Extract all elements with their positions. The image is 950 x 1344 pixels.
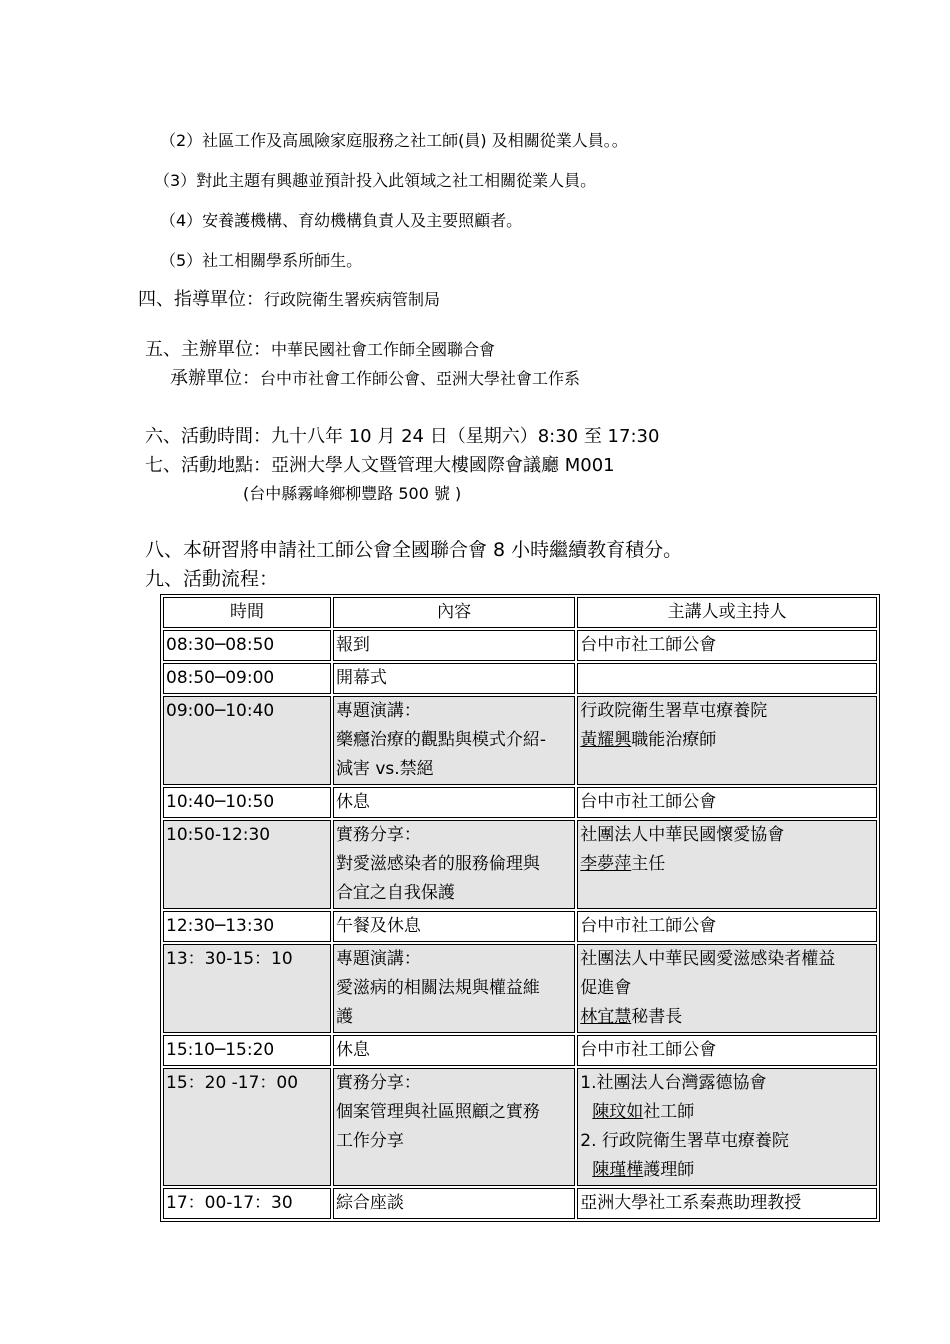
section-label: 四、指導單位： [138,289,264,310]
section-label: 五、主辦單位： [145,339,271,360]
table-row [163,787,877,818]
section-label: 承辦單位： [170,368,260,389]
cell-content: 休息 [333,1035,575,1066]
section-event-time [145,427,659,447]
section-event-venue [145,456,615,476]
table-row [163,630,877,661]
cell-content: 綜合座談 [333,1188,575,1219]
speaker-title: 秘書長 [631,1007,683,1027]
participant-item-3: （3）對此主題有興趣並預計投入此領域之社工相關從業人員。 [154,171,597,190]
cell-time: 08:30─08:50 [163,630,331,661]
speaker-line [580,726,874,755]
header-time: 時間 [163,597,331,628]
section-value: 亞洲大學人文暨管理大樓國際會議廳 M001 [271,455,615,476]
cell-speaker [577,663,877,694]
content-line: 實務分享： [335,1073,421,1093]
cell-time: 15：20 -17：00 [163,1068,331,1186]
section-schedule-title: 九、活動流程： [145,568,279,590]
section-value: 中華民國社會工作師全國聯合會 [271,340,496,359]
speaker-name: 黃耀興 [580,730,632,750]
content-line: 對愛滋感染者的服務倫理與 [335,854,540,874]
cell-speaker: 台中市社工師公會 [577,630,877,661]
cell-content [333,1068,575,1186]
cell-content [333,944,575,1033]
cell-speaker: 台中市社工師公會 [577,787,877,818]
cell-content: 開幕式 [333,663,575,694]
cell-speaker: 台中市社工師公會 [577,1035,877,1066]
cell-speaker [577,1068,877,1186]
cell-content [333,696,575,785]
section-organizer [145,340,495,360]
section-value: 台中市社會工作師公會、亞洲大學社會工作系 [260,369,581,388]
schedule-table [160,594,880,1222]
participant-item-5: （5）社工相關學系所師生。 [160,251,363,270]
cell-time: 12:30─13:30 [163,911,331,942]
cell-time: 08:50─09:00 [163,663,331,694]
cell-time: 10:40─10:50 [163,787,331,818]
content-line: 合宜之自我保護 [335,883,455,903]
venue-address: (台中縣霧峰鄉柳豐路 500 號 ) [243,484,462,503]
content-line: 工作分享 [335,1131,404,1151]
speaker-org: 1.社團法人台灣露德協會 [580,1073,767,1093]
section-value: 九十八年 10 月 24 日（星期六）8:30 至 17:30 [271,426,660,447]
section-label: 六、活動時間： [145,426,271,447]
content-line: 專題演講： [335,949,421,969]
speaker-org: 社團法人中華民國愛滋感染者權益 [580,949,836,969]
table-header-row [163,597,877,628]
content-line [336,1156,572,1185]
cell-time: 17：00-17：30 [163,1188,331,1219]
content-line: 藥癮治療的觀點與模式介紹- [335,730,547,750]
header-content: 內容 [333,597,575,628]
content-line: 個案管理與社區照顧之實務 [335,1102,540,1122]
speaker-line [580,850,874,879]
speaker-line [580,1003,874,1032]
cell-content: 報到 [333,630,575,661]
speaker-title: 職能治療師 [631,730,717,750]
content-line: 實務分享： [335,825,421,845]
section-co-organizer [170,369,580,389]
content-line: 護 [335,1007,353,1027]
cell-time: 15:10─15:20 [163,1035,331,1066]
participant-item-2: （2）社區工作及高風險家庭服務之社工師(員) 及相關從業人員。。 [160,131,628,150]
table-row [163,1068,877,1186]
table-row [163,1188,877,1219]
cell-speaker: 台中市社工師公會 [577,911,877,942]
table-row [163,820,877,909]
table-row [163,696,877,785]
speaker-name: 陳瑾樺 [592,1160,644,1180]
content-line: 愛滋病的相關法規與權益維 [335,978,540,998]
cell-speaker [577,820,877,909]
speaker-title: 主任 [631,854,666,874]
speaker-org: 行政院衛生署草屯療養院 [580,701,768,721]
speaker-line [580,1156,874,1185]
section-credits: 八、本研習將申請社工師公會全國聯合會 8 小時繼續教育積分。 [145,539,683,561]
speaker-name: 李夢萍 [580,854,632,874]
section-guidance-unit [138,290,440,310]
cell-speaker [577,944,877,1033]
cell-time: 09:00─10:40 [163,696,331,785]
table-row [163,944,877,1033]
speaker-org: 促進會 [580,978,632,998]
table-row [163,663,877,694]
section-value: 行政院衛生署疾病管制局 [264,290,441,309]
cell-content: 午餐及休息 [333,911,575,942]
participant-item-4: （4）安養護機構、育幼機構負責人及主要照顧者。 [160,211,523,230]
speaker-title: 護理師 [643,1160,695,1180]
cell-time: 10:50-12:30 [163,820,331,909]
cell-speaker: 亞洲大學社工系秦燕助理教授 [577,1188,877,1219]
speaker-title: 社工師 [643,1102,695,1122]
table-row [163,911,877,942]
speaker-org: 2. 行政院衛生署草屯療養院 [580,1131,789,1151]
cell-speaker [577,696,877,785]
speaker-name: 陳玟如 [592,1102,644,1122]
header-speaker: 主講人或主持人 [577,597,877,628]
speaker-org: 社團法人中華民國懷愛協會 [580,825,785,845]
content-line: 專題演講： [335,701,421,721]
cell-content [333,820,575,909]
content-line: 減害 vs.禁絕 [335,759,434,779]
table-row [163,1035,877,1066]
cell-time: 13：30-15：10 [163,944,331,1033]
speaker-line [580,1098,874,1127]
section-label: 七、活動地點： [145,455,271,476]
speaker-name: 林宜慧 [580,1007,632,1027]
cell-content: 休息 [333,787,575,818]
